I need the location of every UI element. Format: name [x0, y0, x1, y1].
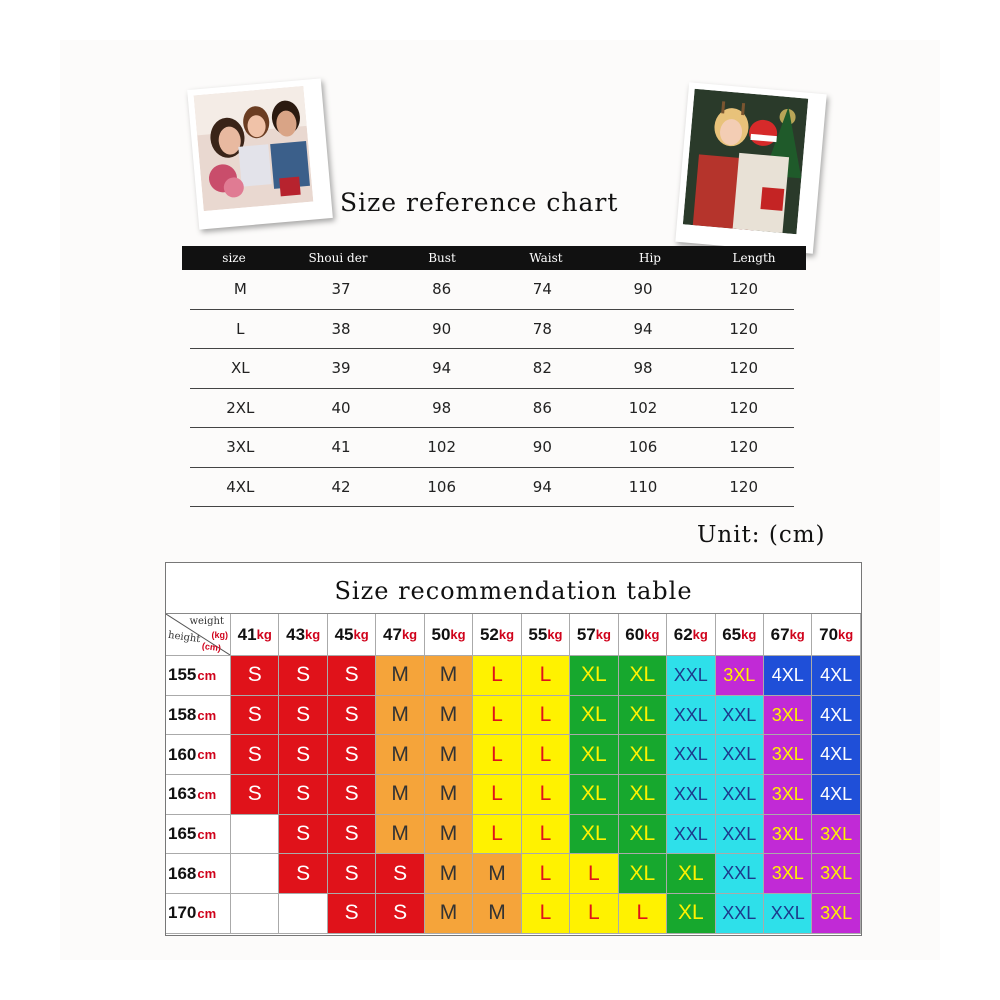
size-cell: S — [231, 735, 279, 775]
size-cell: S — [376, 854, 424, 894]
reference-table-header — [182, 246, 806, 270]
size-cell: M — [425, 854, 473, 894]
weight-value: 57 — [576, 624, 596, 644]
reference-row — [190, 389, 794, 429]
size-cell: 3XL — [764, 815, 812, 855]
size-cell: XXL — [667, 775, 715, 815]
ref-cell-size: XL — [231, 359, 250, 378]
size-cell: S — [328, 894, 376, 934]
weight-value: 47 — [383, 624, 402, 644]
weight-unit: kg — [353, 627, 369, 642]
size-cell: M — [425, 656, 473, 696]
height-value: 165 — [168, 824, 197, 844]
ref-cell-waist: 86 — [532, 398, 552, 417]
size-cell: XXL — [716, 854, 764, 894]
recommendation-table-title: Size recommendation table — [166, 563, 861, 614]
ref-cell-shoulder: 37 — [331, 280, 351, 299]
size-cell: L — [522, 696, 570, 736]
weight-unit: kg — [741, 627, 757, 642]
size-cell: 3XL — [764, 854, 812, 894]
size-cell: 3XL — [764, 696, 812, 736]
ref-cell-bust: 90 — [432, 319, 452, 338]
recommendation-grid — [166, 614, 861, 934]
height-axis-unit: (cm) — [201, 640, 222, 654]
size-cell: M — [425, 775, 473, 815]
size-cell: M — [473, 894, 521, 934]
size-cell: XXL — [716, 696, 764, 736]
ref-cell-waist: 90 — [532, 438, 552, 457]
size-cell: XL — [619, 815, 667, 855]
size-cell: XL — [570, 656, 618, 696]
weight-header-cell — [279, 614, 327, 656]
size-cell: S — [376, 894, 424, 934]
size-cell: L — [522, 815, 570, 855]
weight-unit: kg — [789, 627, 805, 642]
header-waist: Waist — [529, 251, 563, 265]
size-cell: L — [619, 894, 667, 934]
height-unit: cm — [197, 667, 217, 683]
ref-cell-shoulder: 39 — [331, 359, 351, 378]
size-cell: S — [279, 735, 327, 775]
weight-unit: kg — [838, 627, 854, 642]
weight-header-cell — [328, 614, 376, 656]
reference-chart-title: Size reference chart — [340, 188, 619, 217]
ref-cell-length: 120 — [729, 280, 759, 299]
weight-unit: kg — [450, 627, 466, 642]
weight-unit: kg — [498, 627, 515, 642]
height-value: 163 — [168, 784, 197, 804]
height-header-cell — [166, 735, 231, 775]
size-cell: XL — [619, 735, 667, 775]
size-cell: S — [279, 775, 327, 815]
ref-cell-bust: 98 — [432, 398, 452, 417]
height-unit: cm — [197, 707, 217, 723]
size-cell: XXL — [716, 775, 764, 815]
size-cell: XL — [619, 656, 667, 696]
weight-value: 45 — [334, 624, 354, 644]
height-value: 158 — [168, 705, 197, 725]
weight-unit: kg — [692, 627, 708, 642]
header-size: size — [222, 251, 246, 265]
height-header-cell — [166, 775, 231, 815]
weight-header-cell — [764, 614, 812, 656]
size-cell: M — [376, 775, 424, 815]
height-value: 168 — [168, 863, 197, 883]
height-axis-label: height — [167, 629, 202, 646]
size-cell: S — [231, 775, 279, 815]
size-cell — [231, 815, 279, 855]
weight-value: 55 — [528, 624, 548, 644]
size-cell: 4XL — [812, 775, 860, 815]
size-cell — [231, 894, 279, 934]
size-cell: M — [376, 696, 424, 736]
size-cell: XXL — [716, 735, 764, 775]
size-cell: L — [522, 775, 570, 815]
holiday-hug-photo — [675, 82, 826, 253]
weight-header-cell — [231, 614, 279, 656]
header-shoulder: Shoui der — [308, 251, 368, 265]
reference-row — [190, 468, 794, 508]
height-header-cell — [166, 815, 231, 855]
size-cell: XXL — [764, 894, 812, 934]
size-cell: XL — [570, 815, 618, 855]
size-cell: L — [570, 854, 618, 894]
size-cell: L — [522, 894, 570, 934]
ref-cell-hip: 90 — [633, 280, 653, 299]
ref-cell-waist: 94 — [532, 477, 552, 496]
ref-cell-hip: 102 — [628, 398, 658, 417]
size-cell: M — [376, 815, 424, 855]
height-header-cell — [166, 854, 231, 894]
weight-unit: kg — [401, 627, 418, 642]
size-cell: M — [376, 735, 424, 775]
weight-header-cell — [716, 614, 764, 656]
height-unit: cm — [197, 786, 217, 802]
weight-axis-label: weight — [189, 616, 224, 627]
weight-value: 43 — [286, 624, 306, 644]
size-cell: L — [522, 656, 570, 696]
weight-header-cell — [376, 614, 424, 656]
ref-cell-shoulder: 41 — [331, 438, 351, 457]
size-cell: L — [473, 656, 521, 696]
ref-cell-length: 120 — [729, 359, 759, 378]
size-cell: XL — [667, 854, 715, 894]
unit-label: Unit: (cm) — [697, 522, 826, 548]
ref-cell-hip: 98 — [633, 359, 653, 378]
size-cell: 3XL — [812, 894, 860, 934]
weight-value: 65 — [722, 624, 742, 644]
ref-cell-bust: 94 — [432, 359, 452, 378]
ref-cell-hip: 106 — [628, 438, 658, 457]
size-cell: S — [328, 696, 376, 736]
size-cell: S — [231, 696, 279, 736]
ref-cell-waist: 82 — [532, 359, 552, 378]
size-cell: 4XL — [812, 696, 860, 736]
weight-header-cell — [425, 614, 473, 656]
size-cell: M — [425, 894, 473, 934]
weight-unit: kg — [256, 627, 272, 642]
height-value: 160 — [168, 744, 197, 764]
size-cell: S — [279, 656, 327, 696]
weight-unit: kg — [595, 627, 611, 642]
size-cell: L — [522, 735, 570, 775]
height-value: 155 — [168, 665, 197, 685]
size-cell: L — [570, 894, 618, 934]
size-cell: S — [279, 854, 327, 894]
size-cell: S — [279, 696, 327, 736]
ref-cell-size: 2XL — [226, 398, 255, 417]
weight-value: 60 — [625, 624, 645, 644]
weight-header-cell — [619, 614, 667, 656]
size-cell: XL — [667, 894, 715, 934]
header-bust: Bust — [428, 251, 456, 265]
size-cell: XL — [619, 775, 667, 815]
height-header-cell — [166, 894, 231, 934]
height-unit: cm — [197, 866, 217, 882]
header-length: Length — [732, 251, 776, 265]
height-unit: cm — [197, 747, 217, 763]
size-cell: XXL — [716, 894, 764, 934]
weight-unit: kg — [305, 627, 321, 642]
size-cell: S — [231, 656, 279, 696]
size-cell: XL — [619, 854, 667, 894]
size-cell: XL — [570, 696, 618, 736]
size-cell: S — [328, 656, 376, 696]
size-cell: 4XL — [812, 735, 860, 775]
ref-cell-bust: 102 — [427, 438, 456, 457]
size-cell: 3XL — [764, 735, 812, 775]
ref-cell-length: 120 — [729, 398, 759, 417]
size-cell: XXL — [716, 815, 764, 855]
ref-cell-length: 120 — [729, 477, 759, 496]
weight-unit: kg — [547, 627, 563, 642]
size-cell: L — [522, 854, 570, 894]
weight-value: 41 — [237, 624, 257, 644]
size-cell: L — [473, 696, 521, 736]
recommendation-table — [165, 562, 862, 936]
size-cell: 3XL — [716, 656, 764, 696]
reference-table — [182, 246, 806, 507]
reference-row — [190, 270, 794, 310]
size-cell: XL — [619, 696, 667, 736]
size-cell: 4XL — [812, 656, 860, 696]
size-cell — [279, 894, 327, 934]
grid-corner-cell — [166, 614, 231, 656]
height-header-cell — [166, 696, 231, 736]
size-cell: S — [279, 815, 327, 855]
size-cell: XL — [570, 735, 618, 775]
size-cell — [231, 854, 279, 894]
size-cell: XXL — [667, 735, 715, 775]
weight-header-cell — [667, 614, 715, 656]
family-photo — [187, 78, 333, 229]
size-cell: XL — [570, 775, 618, 815]
height-header-cell — [166, 656, 231, 696]
size-cell: M — [425, 696, 473, 736]
height-unit: cm — [197, 905, 217, 921]
ref-cell-bust: 106 — [427, 477, 456, 496]
size-cell: L — [473, 735, 521, 775]
size-cell: XXL — [667, 815, 715, 855]
ref-cell-length: 120 — [729, 319, 759, 338]
size-cell: S — [328, 775, 376, 815]
size-cell: 3XL — [812, 854, 860, 894]
ref-cell-hip: 110 — [628, 477, 658, 496]
ref-cell-length: 120 — [729, 438, 759, 457]
size-cell: L — [473, 775, 521, 815]
ref-cell-shoulder: 42 — [331, 477, 351, 496]
ref-cell-bust: 86 — [432, 280, 452, 299]
reference-row — [190, 428, 794, 468]
size-cell: L — [473, 815, 521, 855]
size-cell: M — [376, 656, 424, 696]
height-unit: cm — [197, 826, 217, 842]
ref-cell-size: M — [233, 280, 247, 299]
size-cell: 4XL — [764, 656, 812, 696]
weight-value: 52 — [479, 624, 499, 644]
size-cell: 3XL — [764, 775, 812, 815]
weight-header-cell — [473, 614, 521, 656]
size-cell: M — [425, 815, 473, 855]
size-cell: M — [425, 735, 473, 775]
ref-cell-waist: 74 — [532, 280, 552, 299]
weight-header-cell — [570, 614, 618, 656]
weight-axis-unit: (kg) — [211, 630, 228, 640]
ref-cell-waist: 78 — [532, 319, 552, 338]
size-cell: 3XL — [812, 815, 860, 855]
weight-value: 62 — [673, 624, 693, 644]
size-cell: S — [328, 735, 376, 775]
weight-header-cell — [522, 614, 570, 656]
reference-row — [190, 310, 794, 350]
weight-header-cell — [812, 614, 860, 656]
ref-cell-size: 3XL — [226, 438, 255, 457]
weight-value: 67 — [770, 624, 790, 644]
size-cell: S — [328, 815, 376, 855]
size-cell: S — [328, 854, 376, 894]
ref-cell-shoulder: 38 — [331, 319, 351, 338]
header-hip: Hip — [639, 251, 661, 265]
ref-cell-hip: 94 — [633, 319, 653, 338]
reference-table-body — [182, 270, 806, 507]
size-cell: M — [473, 854, 521, 894]
weight-value: 70 — [819, 624, 839, 644]
weight-value: 50 — [431, 624, 451, 644]
height-value: 170 — [168, 903, 197, 923]
size-cell: XXL — [667, 656, 715, 696]
ref-cell-size: 4XL — [226, 477, 255, 496]
ref-cell-shoulder: 40 — [331, 398, 351, 417]
size-cell: XXL — [667, 696, 715, 736]
ref-cell-size: L — [236, 319, 245, 338]
weight-unit: kg — [644, 627, 660, 642]
reference-row — [190, 349, 794, 389]
